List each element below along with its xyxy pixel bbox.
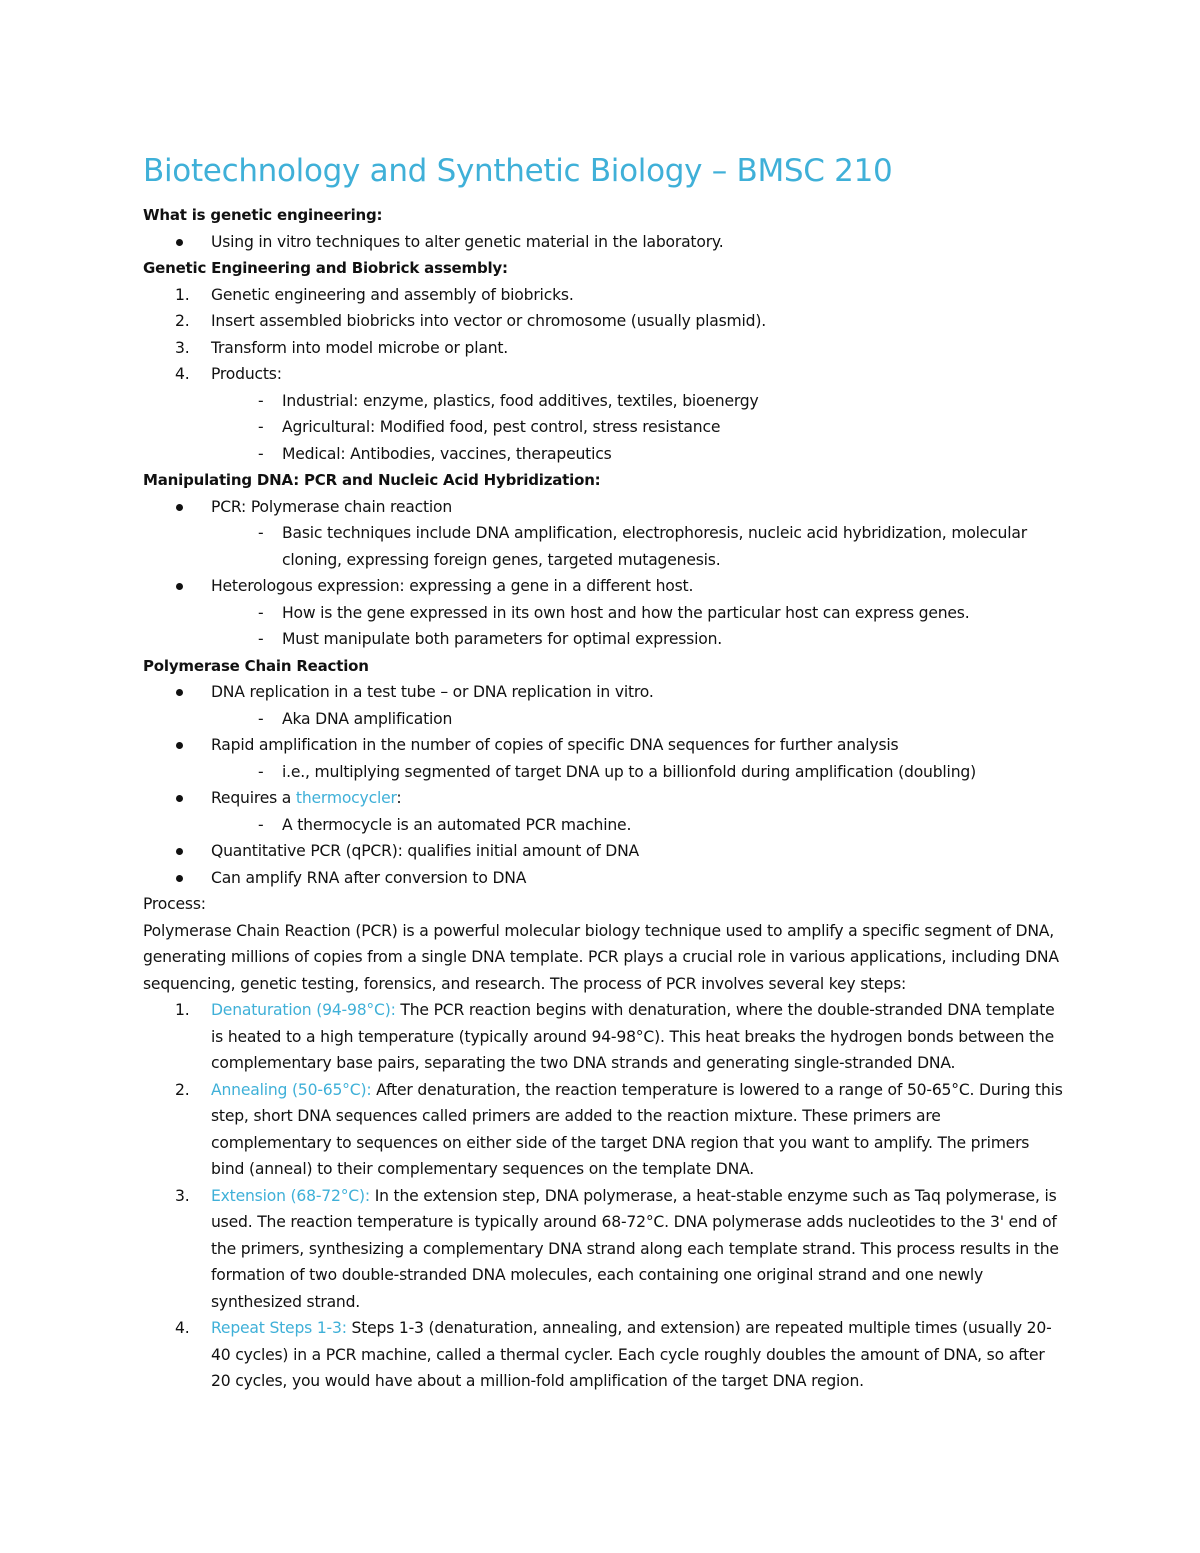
sub-item (143, 414, 1063, 441)
sub-item-text: Must manipulate both parameters for optimal expression. (282, 630, 723, 648)
numbered-step (143, 1183, 1063, 1316)
list-item-text: PCR: Polymerase chain reaction (211, 497, 453, 516)
dash-icon: - (258, 815, 264, 834)
dash-icon: - (258, 630, 264, 648)
step-number: 2. (175, 1080, 190, 1099)
list-item-text: Heterologous expression: expressing a gene in a different host. (211, 577, 694, 595)
bullet-icon (176, 875, 183, 882)
dash-icon: - (258, 444, 264, 463)
list-item (143, 785, 1063, 812)
step-text: The PCR reaction begins with denaturation, where the double-stranded DNA template is heated to a high temperature (typically around 94-98°C). This heat breaks the hydrogen bonds between the complementary base pairs, separating the two DNA strands and generating single-stranded DNA. (211, 1001, 1055, 1072)
list-item-text: Requires a (211, 789, 296, 807)
list-item-text: Quantitative PCR (qPCR): qualifies initial amount of DNA (211, 842, 640, 860)
numbered-step (143, 1077, 1063, 1183)
numbered-item (143, 335, 1063, 362)
item-text: Insert assembled biobricks into vector or chromosome (usually plasmid). (211, 312, 766, 330)
numbered-item (143, 361, 1063, 388)
item-number: 4. (175, 365, 190, 383)
sub-item-text: i.e., multiplying segmented of target DNA up to a billionfold during amplification (doubling) (282, 762, 976, 781)
list-item (143, 838, 1063, 865)
sub-item (143, 706, 1063, 733)
document-page (143, 148, 1063, 1395)
section-heading-pcr: Polymerase Chain Reaction (143, 656, 369, 675)
numbered-item (143, 282, 1063, 309)
list-item (143, 494, 1063, 521)
step-number: 3. (175, 1186, 190, 1205)
sub-item (143, 441, 1063, 468)
item-text: Genetic engineering and assembly of biobricks. (211, 285, 574, 304)
step-text: After denaturation, the reaction temperature is lowered to a range of 50-65°C. During this step, short DNA sequences called primers are added to the reaction mixture. These primers are complementary to sequences on either side of the target DNA region that you want to amplify. The primers bind (anneal) to their complementary sequences on the template DNA. (211, 1080, 1063, 1178)
list-item-text: DNA replication in a test tube – or DNA replication in vitro. (211, 683, 654, 701)
section-heading-biobrick: Genetic Engineering and Biobrick assembly: (143, 259, 508, 277)
step-number: 1. (175, 1001, 190, 1019)
numbered-step (143, 1315, 1063, 1395)
sub-item (143, 812, 1063, 839)
dash-icon: - (258, 603, 264, 622)
document-title: Biotechnology and Synthetic Biology – BMSC 210 (143, 153, 893, 189)
list-item (143, 865, 1063, 892)
dash-icon: - (258, 762, 264, 781)
sub-item-text: A thermocycle is an automated PCR machine. (282, 815, 632, 834)
step-label: Extension (68-72°C): (211, 1186, 370, 1205)
bullet-icon (176, 583, 183, 590)
list-item-text: Rapid amplification in the number of copies of specific DNA sequences for further analysis (211, 736, 899, 754)
sub-item-text: Aka DNA amplification (282, 709, 453, 728)
bullet-icon (176, 239, 183, 246)
section-heading-manipulating-dna: Manipulating DNA: PCR and Nucleic Acid Hybridization: (143, 471, 601, 489)
process-label: Process: (143, 895, 206, 913)
step-label: Denaturation (94-98°C): (211, 1001, 396, 1019)
sub-item (143, 759, 1063, 786)
sub-item (143, 626, 1063, 653)
item-number: 2. (175, 312, 190, 330)
sub-item-text: How is the gene expressed in its own host and how the particular host can express genes. (282, 603, 970, 622)
step-text: In the extension step, DNA polymerase, a heat-stable enzyme such as Taq polymerase, is used. The reaction temperature is typically around 68-72°C. DNA polymerase adds nucleotides to the 3' end of the primers, synthesizing a complementary DNA strand along each template strand. This process results in the formation of two double-stranded DNA molecules, each containing one original strand and one newly synthesized strand. (211, 1186, 1059, 1311)
dash-icon: - (258, 524, 264, 542)
bullet-icon (176, 742, 183, 749)
sub-item-text: Medical: Antibodies, vaccines, therapeutics (282, 444, 612, 463)
step-number: 4. (175, 1319, 190, 1337)
item-number: 1. (175, 285, 190, 304)
step-text: Steps 1-3 (denaturation, annealing, and extension) are repeated multiple times (usually 20-40 cycles) in a PCR machine, called a thermal cycler. Each cycle roughly doubles the amount of DNA, so after 20 cycles, you would have about a million-fold amplification of the target DNA region. (211, 1319, 1052, 1390)
sub-item-text: Agricultural: Modified food, pest control, stress resistance (282, 418, 721, 436)
list-item (143, 573, 1063, 600)
sub-item (143, 600, 1063, 627)
step-label: Repeat Steps 1-3: (211, 1319, 347, 1337)
sub-item (143, 388, 1063, 415)
item-text: Transform into model microbe or plant. (211, 338, 509, 357)
bullet-icon (176, 504, 183, 511)
dash-icon: - (258, 418, 264, 436)
dash-icon: - (258, 709, 264, 728)
bullet-icon (176, 795, 183, 802)
sub-item-text: Industrial: enzyme, plastics, food additives, textiles, bioenergy (282, 391, 759, 410)
item-number: 3. (175, 338, 190, 357)
sub-item-text: Basic techniques include DNA amplification, electrophoresis, nucleic acid hybridization, molecular cloning, expressing foreign genes, targeted mutagenesis. (282, 524, 1027, 569)
bullet-icon (176, 848, 183, 855)
list-item-text: Can amplify RNA after conversion to DNA (211, 868, 527, 887)
list-item-text: : (396, 789, 402, 807)
sub-item (143, 520, 1063, 573)
section-heading-genetic-engineering: What is genetic engineering: (143, 206, 383, 224)
numbered-step (143, 997, 1063, 1077)
list-item (143, 229, 1063, 256)
numbered-item (143, 308, 1063, 335)
list-item (143, 732, 1063, 759)
step-label: Annealing (50-65°C): (211, 1080, 372, 1099)
list-item-text: Using in vitro techniques to alter genetic material in the laboratory. (211, 232, 724, 251)
list-item (143, 679, 1063, 706)
item-text: Products: (211, 365, 282, 383)
thermocycler-term: thermocycler (295, 789, 397, 807)
bullet-icon (176, 689, 183, 696)
process-intro: Polymerase Chain Reaction (PCR) is a powerful molecular biology technique used to amplify a specific segment of DNA, generating millions of copies from a single DNA template. PCR plays a crucial role in various applications, including DNA sequencing, genetic testing, forensics, and research. The process of PCR involves several key steps: (143, 921, 1059, 993)
dash-icon: - (258, 391, 264, 410)
